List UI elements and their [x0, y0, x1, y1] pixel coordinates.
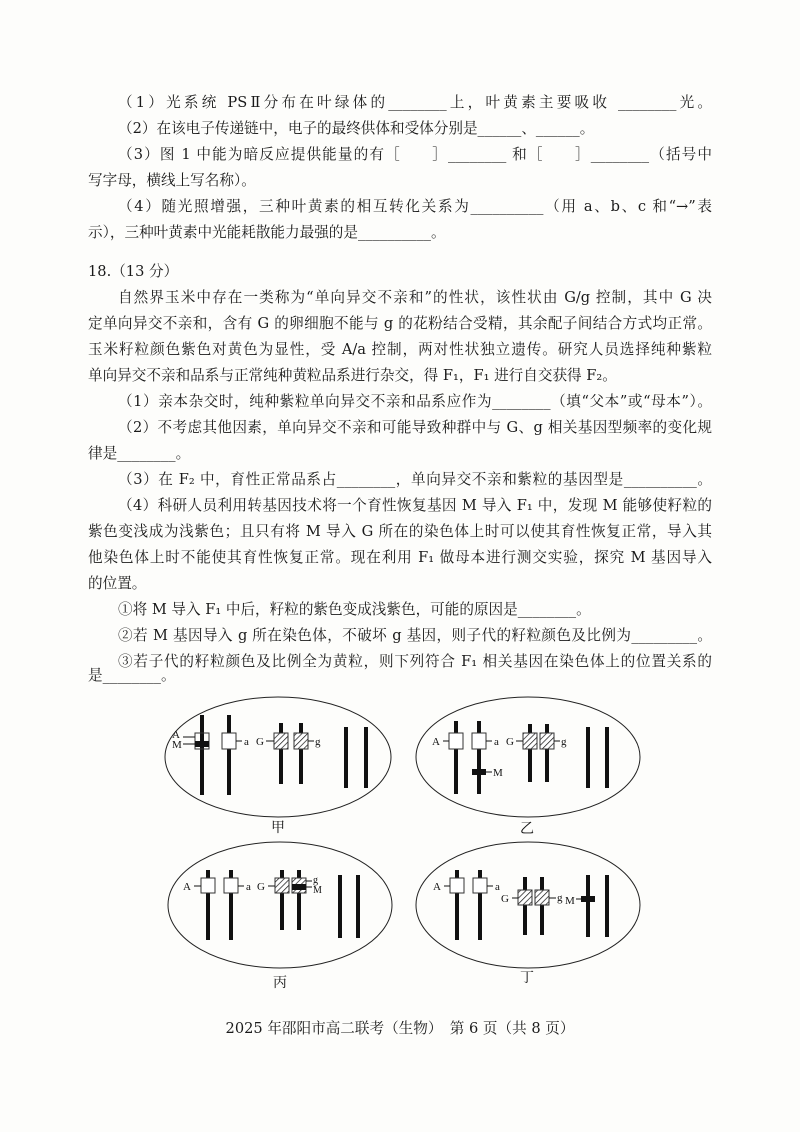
gene-label-a: a: [246, 881, 251, 893]
cell-yi: [416, 697, 640, 837]
gene-label-A: A: [433, 881, 441, 893]
q18-heading: 18.（13 分）: [88, 263, 179, 280]
q17-line-5: （4）随光照增强，三种叶黄素的相互转化关系为__________（用 a、b、c 和“→”表: [118, 198, 712, 215]
cell-label: 甲: [271, 821, 285, 836]
gene-label-a: a: [495, 881, 500, 893]
gene-label-g: g: [561, 736, 567, 748]
q18-line: 他染色体上时不能使其育性恢复正常。现在利用 F₁ 做母本进行测交实验，探究 M 基因导入: [88, 549, 712, 566]
q18-sub1: （1）亲本杂交时，纯种紫粒单向异交不亲和品系应作为________（填“父本”或“母本”）。: [118, 393, 712, 410]
gene-label-g: g: [557, 892, 563, 904]
page-footer: 2025 年邵阳市高二联考（生物） 第 6 页（共 8 页）: [225, 1020, 575, 1037]
q17-line-1: （1）光系统 PSⅡ分布在叶绿体的________上，叶黄素主要吸收 ________光。: [118, 94, 712, 111]
gene-label-a: a: [244, 736, 249, 748]
gene-label-M: M: [313, 885, 322, 896]
cell-label: 丙: [273, 976, 287, 991]
gene-label-g: g: [315, 736, 321, 748]
cell-ding: [416, 842, 640, 986]
q17-line-3: （3）图 1 中能为暗反应提供能量的有［ ］________ 和［ ］________（括号中: [118, 146, 712, 163]
q18-line: 单向异交不亲和品系与正常纯种黄粒品系进行杂交，得 F₁，F₁ 进行自交获得 F₂。: [88, 367, 617, 384]
gene-label-g: g: [313, 875, 318, 886]
q18-line: 的位置。: [88, 575, 147, 592]
gene-label-G: G: [506, 736, 514, 748]
gene-label-G: G: [257, 881, 265, 893]
gene-label-M: M: [565, 895, 575, 907]
q17-line-4: 写字母，横线上写名称）。: [88, 172, 256, 189]
cell-jia: [165, 697, 391, 836]
gene-label-A: A: [432, 736, 440, 748]
cell-bing: [168, 842, 392, 991]
q18-line: 自然界玉米中存在一类称为“单向异交不亲和”的性状，该性状由 G/g 控制，其中 G 决: [118, 289, 712, 306]
q18-line: 律是________。: [88, 445, 191, 462]
q18-line: 玉米籽粒颜色紫色对黄色为显性，受 A/a 控制，两对性状独立遗传。研究人员选择纯种紫粒: [88, 341, 712, 358]
cell-label: 乙: [520, 822, 534, 837]
gene-label-M: M: [172, 739, 182, 751]
gene-label-a: a: [494, 736, 499, 748]
q18-sub4-1: ①将 M 导入 F₁ 中后，籽粒的紫色变成浅紫色，可能的原因是________。: [118, 601, 591, 618]
gene-label-G: G: [256, 736, 264, 748]
q18-sub2: （2）不考虑其他因素，单向异交不亲和可能导致种群中与 G、g 相关基因型频率的变化规: [118, 419, 712, 436]
gene-label-M: M: [493, 767, 503, 779]
q18-sub4-2: ②若 M 基因导入 g 所在染色体，不破坏 g 基因，则子代的籽粒颜色及比例为_________。: [118, 627, 712, 644]
q18-sub4-3: ③若子代的籽粒颜色及比例全为黄粒，则下列符合 F₁ 相关基因在染色体上的位置关系的: [118, 653, 712, 670]
q18-line: 紫色变浅成为浅紫色；且只有将 M 导入 G 所在的染色体上时可以使其育性恢复正常，导入其: [88, 523, 712, 540]
gene-label-A: A: [172, 729, 180, 741]
cell-label: 丁: [520, 971, 534, 986]
gene-label-A: A: [183, 881, 191, 893]
q18-line: 是________。: [88, 667, 176, 684]
q18-sub4: （4）科研人员利用转基因技术将一个育性恢复基因 M 导入 F₁ 中，发现 M 能够使籽粒的: [118, 497, 712, 514]
q17-line-2: （2）在该电子传递链中，电子的最终供体和受体分别是______、______。: [118, 120, 595, 137]
gene-label-G: G: [501, 893, 509, 905]
q17-line-6: 示），三种叶黄素中光能耗散能力最强的是__________。: [88, 224, 446, 241]
q18-line: 定单向异交不亲和，含有 G 的卵细胞不能与 g 的花粉结合受精，其余配子间结合方式均正常。: [88, 315, 712, 332]
q18-sub3: （3）在 F₂ 中，育性正常品系占________，单向异交不亲和紫粒的基因型是__________。: [118, 471, 712, 488]
